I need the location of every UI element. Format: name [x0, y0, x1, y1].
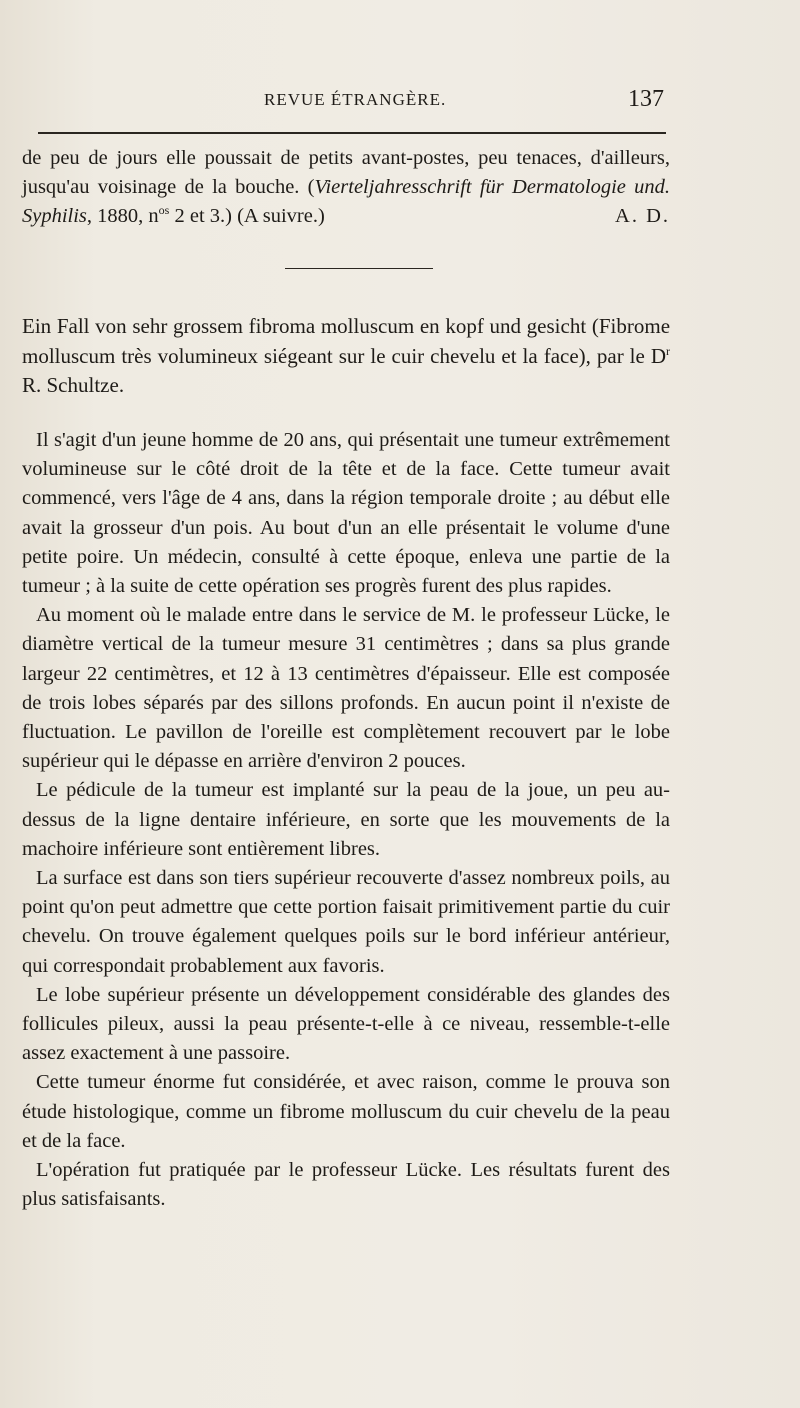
paragraph-5: Le lobe supérieur présente un développement considérable des glandes des follicules pileux, aussi la peau présente-t-elle à ce niveau, ressemble-t-elle assez exactement à une passoire.: [22, 983, 670, 1065]
author-signature: A. D.: [615, 205, 670, 228]
header-rule: [38, 132, 666, 134]
title-german: Ein Fall von sehr grossem fibroma molluscum en kopf und gesicht: [22, 314, 587, 338]
article-separator: [285, 268, 433, 269]
journal-title: Vierteljahresschrift für Dermatologie und. Syphilis: [22, 176, 670, 228]
subtitle-french-a: (Fibrome molluscum très volumineux siégeant sur le cuir chevelu et la face), par le D: [22, 314, 671, 368]
page-header: [22, 86, 680, 120]
citation-end: 2 et 3.) (A suivre.): [169, 205, 325, 228]
dr-superscript: r: [666, 343, 670, 358]
paragraph-6: Cette tumeur énorme fut considérée, et avec raison, comme le prouva son étude histologique, comme un fibrome molluscum du cuir chevelu de la peau et de la face.: [22, 1071, 670, 1152]
prev-line-2-end: , 1880, n: [86, 205, 159, 228]
page-number: 137: [628, 86, 664, 112]
article-body: [22, 426, 670, 1214]
paragraph-3: Le pédicule de la tumeur est implanté sur la peau de la joue, un peu au-dessus de la ligne dentaire inférieure, en sorte que les mouvements de la machoire inférieure sont entièrement libres.: [22, 779, 670, 860]
paragraph-2: Au moment où le malade entre dans le service de M. le professeur Lücke, le diamètre vertical de la tumeur mesure 31 centimètres ; dans sa plus grande largeur 22 centimètres, et 12 à 13 centimètres d'épaisseur. Elle est composée de trois lobes séparés par des sillons profonds. En aucun point il n'existe de fluctuation. Le pavillon de l'oreille est complètement recouvert par le lobe supérieur qui le dépasse en arrière d'environ 2 pouces.: [22, 604, 670, 773]
prev-line-1: de peu de jours elle poussait de petits avant-postes, peu tenaces, d'ailleurs,: [22, 147, 670, 169]
running-title: REVUE ÉTRANGÈRE.: [264, 90, 447, 109]
paragraph-4: La surface est dans son tiers supérieur recouverte d'assez nombreux poils, au point qu'on peut admettre que cette portion faisait primitivement partie du cuir chevelu. On trouve également quelques poils sur le bord inférieur antérieur, qui correspondait probablement aux favoris.: [22, 867, 670, 977]
subtitle-french-b: R. Schultze.: [22, 373, 125, 397]
paragraph-7: L'opération fut pratiquée par le professeur Lücke. Les résultats furent des plus satisfaisants.: [22, 1159, 670, 1211]
previous-article-ending: [22, 144, 670, 232]
article-title: [22, 312, 670, 401]
nos-superscript: os: [158, 203, 170, 218]
paragraph-1: Il s'agit d'un jeune homme de 20 ans, qui présentait une tumeur extrêmement volumineuse sur le côté droit de la tête et de la face. Cette tumeur avait commencé, vers l'âge de 4 ans, dans la région temporale droite ; au début elle avait la grosseur d'un pois. Au bout d'un an elle présentait le volume d'une petite poire. Un médecin, consulté à cette époque, enleva une partie de la tumeur ; à la suite de cette opération ses progrès furent des plus rapides.: [22, 429, 670, 598]
prev-line-2-start: jusqu'au voisinage de la bouche. (: [22, 176, 315, 199]
